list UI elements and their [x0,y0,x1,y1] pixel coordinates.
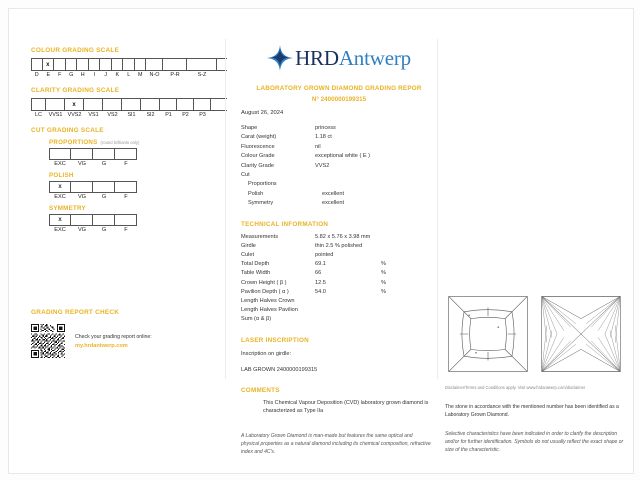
spec-key: Proportions [248,181,277,188]
scale-cell-P3 [194,99,211,110]
scale-label-F: F [58,72,62,78]
clarity-grading-scale [31,87,227,118]
spec-key: Fluorescence [241,143,275,150]
cut-label-exc: EXC [54,161,66,167]
scale-label-P2: P2 [182,112,189,118]
scale-label-VS1: VS1 [88,112,99,118]
cut-cell-vg [71,182,93,192]
scale-cell-VS1 [84,99,103,110]
spec-key: Cut [241,172,250,179]
scale-cell-F [54,59,66,70]
spec-value: nil [315,143,321,150]
tech-key: Culet [241,252,255,259]
cut-section-symmetry [49,205,227,233]
cut-label-f: F [124,161,128,167]
cut-section-labels [49,194,137,200]
cut-cell-g [93,182,115,192]
scale-label-VS2: VS2 [107,112,118,118]
cut-label-exc: EXC [54,194,66,200]
grading-report-check [31,309,211,358]
cut-section-proportions [49,139,227,167]
tech-unit [381,251,397,260]
tech-value: 12.5 [315,279,326,286]
scale-label-VVS1: VVS1 [48,112,63,118]
clarity-scale-grid [31,98,227,111]
tech-unit [381,242,397,251]
cut-scale-title: CUT GRADING SCALE [31,127,104,134]
tech-value: pointed [315,252,334,259]
cut-label-g: G [101,227,107,233]
cut-label-vg: VG [77,227,87,233]
scale-cell-LC [31,99,46,110]
scale-cell-E: x [43,59,55,70]
tech-key: Measurements [241,233,278,240]
cut-label-g: G [101,194,107,200]
diamond-diagrams [445,293,629,375]
tech-key: Length Halves Crown [241,298,295,305]
diamond-crown-diagram [445,293,531,375]
scale-label-SI2: SI2 [146,112,155,118]
scale-cell-H [77,59,89,70]
spec-row [241,190,437,199]
spec-row [241,143,437,152]
spec-value [315,171,425,180]
scale-label-E: E [46,72,51,78]
scale-label-G: G [69,72,74,78]
cut-section-labels [49,161,137,167]
qr-code-icon[interactable] [31,324,65,358]
right-characteristics-note: Selective characteristics have been indicated in order to clarify the description and/or for further identification. Symbols do not usually reflect the exact shape or size of the characteristic. [445,431,624,453]
grading-report-check-url[interactable]: my.hrdantwerp.com [75,342,128,349]
scale-cell-NO [146,59,163,70]
certificate-sheet [8,8,634,474]
scale-cell-VVS1 [46,99,65,110]
logo-wordmark [295,45,411,70]
spec-value: exceptional white ( E ) [315,153,371,160]
comments-body: This Chemical Vapour Deposition (CVD) laboratory grown diamond is characterized as Type IIa [263,399,429,415]
scale-cell-SI2 [141,99,160,110]
cut-label-g: G [101,161,107,167]
scale-cell-K [112,59,124,70]
cut-section-title: PROPORTIONS (round brilliants only) [49,139,140,146]
scale-label-P1: P1 [165,112,172,118]
grading-report-check-title: GRADING REPORT CHECK [31,309,120,316]
four-point-star-icon [267,45,293,71]
tech-unit: % [381,279,386,286]
cut-section-grid [49,214,137,226]
spec-row [241,171,437,180]
diamond-pavilion-diagram [538,293,624,375]
report-title: LABORATORY GROWN DIAMOND GRADING REPOR [256,85,422,92]
scale-cell-P1 [160,99,177,110]
scale-label-M: M [138,72,143,78]
cut-cell-vg [71,149,93,159]
spec-key: Clarity Grade [241,162,274,169]
cut-scale-sections [31,139,227,233]
tech-key: Sum (α & β) [241,316,272,323]
scale-cell-VVS2: x [65,99,84,110]
left-divider [225,39,226,379]
specifications-table [241,124,437,209]
cut-cell-f [115,149,137,159]
scale-cell-G [66,59,78,70]
scale-label-NO: N-O [149,72,160,78]
technical-information-title: TECHNICAL INFORMATION [241,220,329,228]
spec-value: princess [315,125,336,131]
cut-section-note: (round brilliants only) [100,140,140,145]
spec-row [241,124,437,133]
logo-hrd-text: HRD [295,45,339,70]
cut-cell-g [93,215,115,225]
spec-row [241,133,437,142]
tech-key: Pavilion Depth ( α ) [241,288,289,295]
laser-inscription-label: Inscription on girdle: [241,350,292,357]
tech-row [241,306,437,315]
tech-key: Length Halves Pavilion [241,307,298,314]
scale-label-PR: P-R [170,72,180,78]
scale-label-D: D [34,72,39,78]
tech-value [315,297,381,306]
spec-value: excellent [322,200,345,207]
scale-label-P3: P3 [199,112,206,118]
cut-section-polish [49,172,227,200]
spec-row [241,152,437,161]
tech-row [241,242,437,251]
tech-value: 66 [315,270,322,277]
laser-inscription-title: LASER INSCRIPTION [241,336,309,344]
tech-unit [381,306,397,315]
cut-cell-exc: x [49,182,71,192]
cut-label-vg: VG [77,194,87,200]
scale-cell-SI1 [122,99,141,110]
center-footnote: A Laboratory Grown Diamond is man-made but features the same optical and physical properties as a natural diamond including its chemical composition, refractive index and 4C's. [241,433,431,455]
cut-cell-f [115,215,137,225]
cut-section-title: POLISH [49,172,74,179]
tech-unit: % [381,288,386,295]
scale-label-I: I [93,72,95,78]
tech-row [241,260,437,269]
technical-information-table [241,233,437,325]
scale-cell-P2 [177,99,194,110]
clarity-scale-labels [31,112,227,118]
tech-key: Crown Height ( β ) [241,279,287,286]
scale-cell-PR [163,59,187,70]
scale-label-J: J [104,72,108,78]
left-column [31,47,227,242]
tech-key: Girdle [241,242,256,249]
colour-grading-scale [31,47,227,78]
grading-report-check-instruction: Check your grading report online: [75,333,152,340]
right-identification-note: The stone in accordance with the mentioned number has been identified as a Laboratory Grown Diamond. [445,404,619,418]
tech-unit [381,233,397,242]
colour-scale-grid [31,58,227,71]
hrd-antwerp-logo [241,45,437,71]
center-column [241,45,437,416]
tech-row [241,297,437,306]
tech-value: 69.1 [315,261,326,268]
tech-row [241,315,437,324]
laser-inscription-value: LAB GROWN 2400000199315 [241,366,318,373]
tech-unit [381,315,397,324]
scale-label-H: H [80,72,85,78]
spec-value: VVS2 [315,162,330,169]
spec-value: excellent [322,190,345,197]
spec-row [241,162,437,171]
tech-row [241,279,437,288]
tech-value: 54.0 [315,288,326,295]
tech-row [241,251,437,260]
cut-section-grid [49,148,137,160]
cut-cell-f [115,182,137,192]
tech-unit [381,297,397,306]
logo-antwerp-text: Antwerp [338,45,411,70]
scale-cell-J [100,59,112,70]
scale-cell-M [135,59,147,70]
cut-label-f: F [124,194,128,200]
spec-key: Symmetry [248,200,274,207]
scale-cell-L [123,59,135,70]
right-column [445,293,629,454]
scale-cell-D [31,59,43,70]
tech-row [241,233,437,242]
tech-value [315,315,381,324]
tech-key: Total Depth [241,261,270,268]
cut-label-f: F [124,227,128,233]
spec-value [322,180,432,189]
colour-scale-labels [31,72,227,78]
tech-unit: % [381,261,386,268]
scale-label-SZ: S-Z [197,72,207,78]
right-disclaimer: Disclaimer/Terms and Conditions apply. Visit www.hrdantwerp.com/disclaimer [445,385,586,390]
cut-section-grid [49,181,137,193]
spec-key: Colour Grade [241,153,275,160]
clarity-scale-title: CLARITY GRADING SCALE [31,87,120,94]
cut-cell-exc [49,149,71,159]
grading-report-check-row [31,324,211,358]
scale-label-SI1: SI1 [127,112,136,118]
spec-value: 1.18 ct [315,134,332,141]
report-date: August 26, 2024 [241,110,284,116]
scale-cell-I [89,59,101,70]
grading-report-check-text [75,334,152,349]
tech-row [241,288,437,297]
cut-label-vg: VG [77,161,87,167]
spec-key: Polish [248,190,264,197]
tech-value: thin 2.5 % polished [315,242,363,249]
tech-row [241,269,437,278]
cut-cell-g [93,149,115,159]
scale-label-LC: LC [35,112,42,118]
center-divider [437,39,438,379]
scale-cell-VS2 [103,99,122,110]
scale-cell-SZ [187,59,217,70]
report-number: N° 2400000199315 [311,96,367,103]
cut-grading-scale [31,127,227,233]
colour-scale-title: COLOUR GRADING SCALE [31,47,120,54]
scale-label-VVS2: VVS2 [67,112,82,118]
tech-value [315,306,381,315]
cut-section-labels [49,227,137,233]
cut-label-exc: EXC [54,227,66,233]
tech-unit: % [381,270,386,277]
scale-label-L: L [127,72,131,78]
scale-label-K: K [115,72,120,78]
comments-title: COMMENTS [241,386,280,394]
tech-value: 5.82 x 5.76 x 3.98 mm [315,233,371,240]
cut-cell-exc: x [49,215,71,225]
spec-row [241,180,437,189]
cut-section-title: SYMMETRY [49,205,86,212]
spec-key: Carat (weight) [241,134,277,141]
cut-cell-vg [71,215,93,225]
spec-key: Shape [241,125,258,131]
tech-key: Table Width [241,270,271,277]
spec-row [241,199,437,208]
